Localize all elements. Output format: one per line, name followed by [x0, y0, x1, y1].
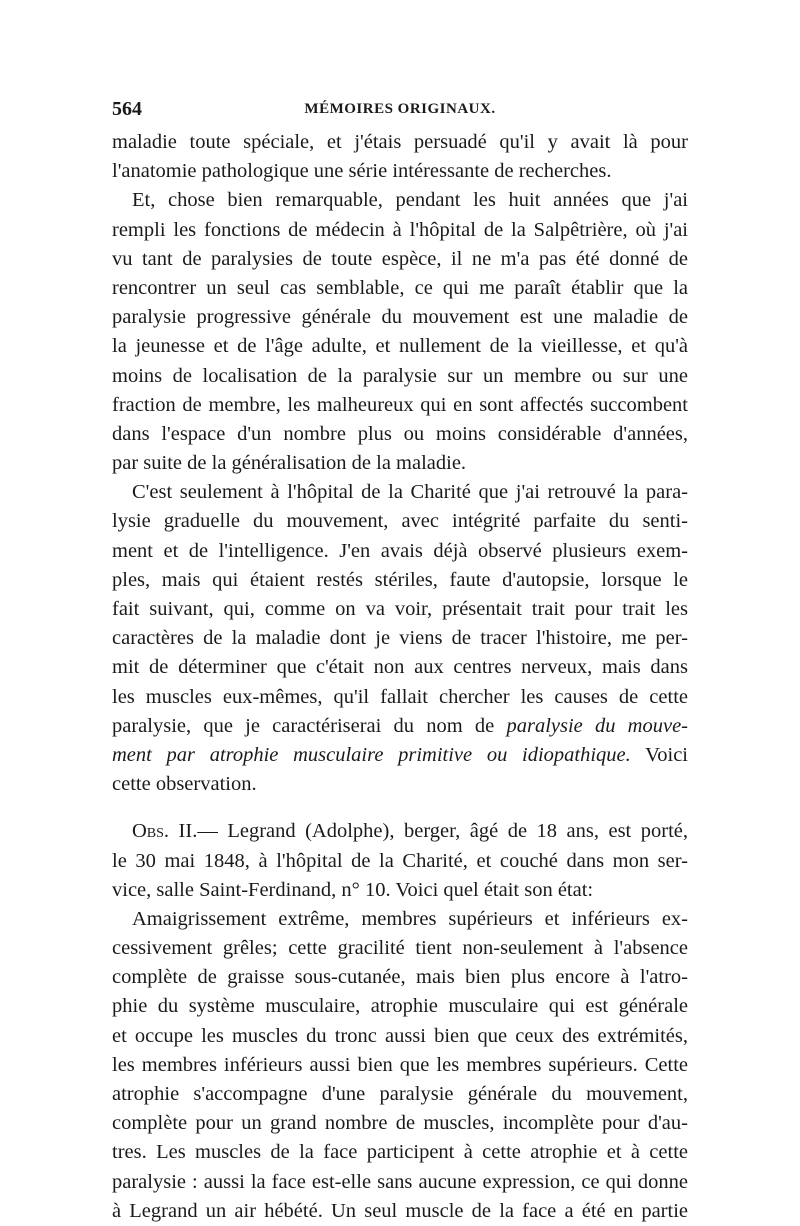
text-line: vice, salle Saint-Ferdinand, n° 10. Voici quel était son état:	[112, 878, 594, 901]
page-header	[112, 98, 688, 124]
text-line-end: Voici	[645, 743, 688, 766]
text-line: paralysie : aussi la face est-elle sans aucune expression, ce qui donne	[112, 1170, 688, 1193]
text-line: l'anatomie pathologique une série intéressante de recherches.	[112, 160, 612, 183]
text-line: atrophie s'accompagne d'une paralysie générale du mouvement,	[112, 1083, 688, 1105]
body-text	[112, 128, 688, 1226]
text-line: fraction de membre, les malheureux qui en sont affectés succombent	[112, 393, 688, 416]
page-number: 564	[112, 98, 142, 120]
text-line: et occupe les muscles du tronc aussi bien que ceux des extrémités,	[112, 1024, 688, 1047]
text-line: cette observation.	[112, 773, 257, 796]
text-line: caractères de la maladie dont je viens de tracer l'histoire, me per-	[112, 627, 688, 650]
section-gap	[112, 799, 688, 817]
text-line: vu tant de paralysies de toute espèce, il ne m'a pas été donné de	[112, 247, 688, 270]
text-line: ples, mais qui étaient restés stériles, faute d'autopsie, lorsque le	[112, 568, 688, 591]
text-line	[112, 741, 688, 770]
text-line: dans l'espace d'un nombre plus ou moins considérable d'années,	[112, 422, 688, 445]
text-line: Amaigrissement extrême, membres supérieurs et inférieurs ex-	[132, 907, 688, 930]
text-line: mit de déterminer que c'était non aux centres nerveux, mais dans	[112, 656, 688, 679]
text-line: C'est seulement à l'hôpital de la Charité que j'ai retrouvé la para-	[132, 481, 688, 504]
observation-text: — Legrand (Adolphe), berger, âgé de 18 ans, est porté,	[197, 820, 688, 843]
text-line-start: paralysie, que je caractériserai du nom de	[112, 714, 495, 737]
text-line	[112, 712, 688, 741]
text-line: les membres inférieurs aussi bien que les membres supérieurs. Cette	[112, 1053, 688, 1076]
text-line: cessivement grêles; cette gracilité tient non-seulement à l'absence	[112, 937, 688, 960]
text-line: paralysie progressive générale du mouvement est une maladie de	[112, 306, 688, 329]
text-line: moins de localisation de la paralysie sur un membre ou sur une	[112, 364, 688, 387]
text-line: ment et de l'intelligence. J'en avais déjà observé plusieurs exem-	[112, 539, 688, 562]
text-line: par suite de la généralisation de la maladie.	[112, 452, 467, 475]
text-line: phie du système musculaire, atrophie musculaire qui est générale	[112, 995, 688, 1018]
text-line: lysie graduelle du mouvement, avec intégrité parfaite du senti-	[112, 510, 688, 533]
italic-term: paralysie du mouve-	[506, 714, 688, 737]
text-line: complète de graisse sous-cutanée, mais bien plus encore à l'atro-	[112, 966, 688, 989]
running-title: MÉMOIRES ORIGINAUX.	[304, 101, 496, 117]
text-line: tres. Les muscles de la face participent à cette atrophie et à cette	[112, 1141, 688, 1164]
text-line: la jeunesse et de l'âge adulte, et nullement de la vieillesse, et qu'à	[112, 335, 688, 358]
text-line: les muscles eux-mêmes, qu'il fallait chercher les causes de cette	[112, 685, 688, 708]
text-line: Et, chose bien remarquable, pendant les huit années que j'ai	[132, 189, 688, 212]
observation-label: Obs. II.	[132, 820, 198, 843]
text-line: à Legrand un air hébété. Un seul muscle de la face a été en partie	[112, 1199, 688, 1222]
text-line: rencontrer un seul cas semblable, ce qui me paraît établir que la	[112, 276, 688, 299]
text-line: maladie toute spéciale, et j'étais persuadé qu'il y avait là pour	[112, 131, 688, 153]
text-line: complète pour un grand nombre de muscles, incomplète pour d'au-	[112, 1112, 688, 1135]
italic-term: ment par atrophie musculaire primitive ou idiopathique.	[112, 743, 631, 766]
text-line	[112, 817, 688, 846]
text-line: rempli les fonctions de médecin à l'hôpital de la Salpêtrière, où j'ai	[112, 218, 688, 241]
text-line: fait suivant, qui, comme on va voir, présentait trait pour trait les	[112, 598, 688, 620]
text-line: le 30 mai 1848, à l'hôpital de la Charité, et couché dans mon ser-	[112, 849, 688, 872]
